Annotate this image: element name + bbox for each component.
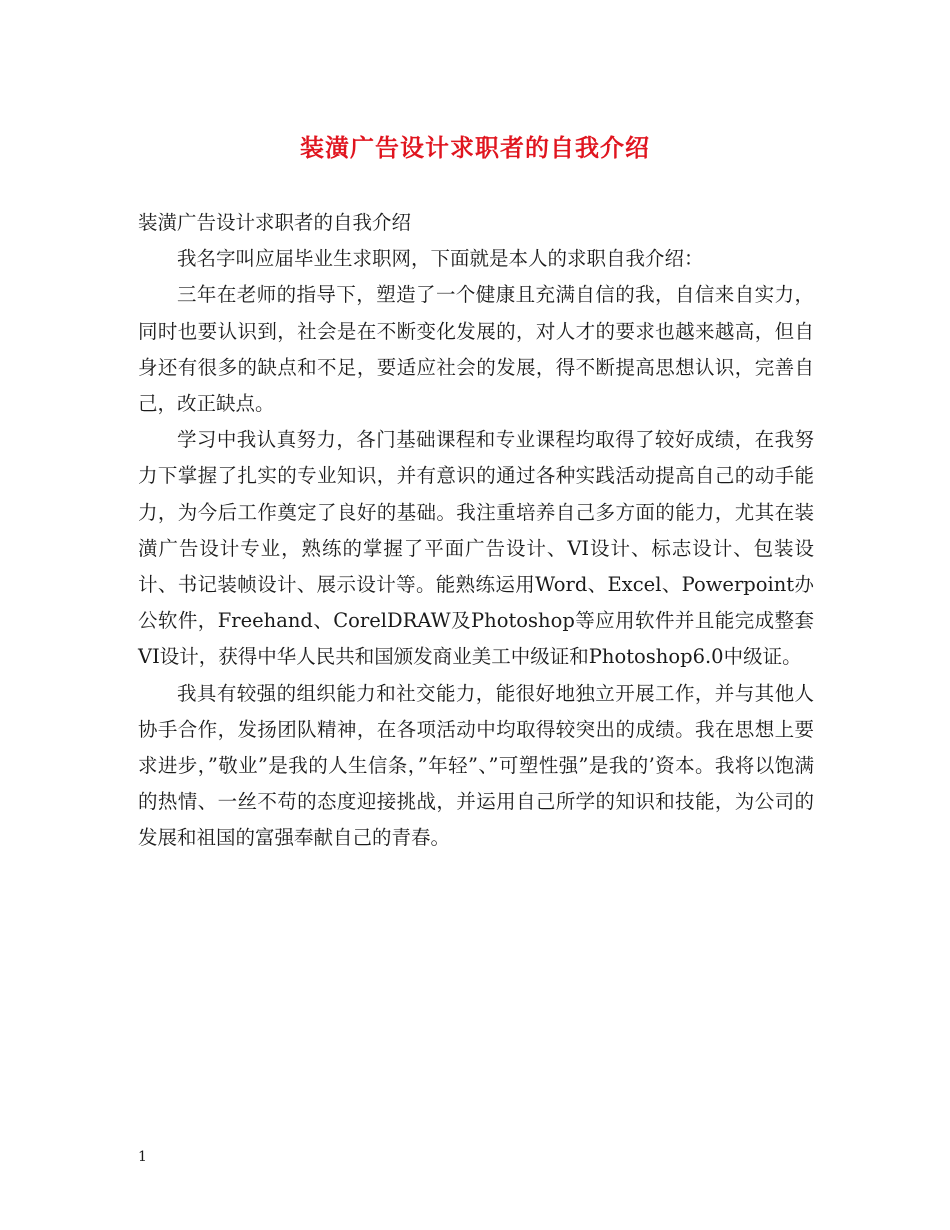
document-title: 装潢广告设计求职者的自我介绍	[300, 133, 650, 162]
page-number: 1	[138, 1149, 147, 1165]
paragraph-study-skills: 学习中我认真努力，各门基础课程和专业课程均取得了较好成绩，在我努力下掌握了扎实的专业知识，并有意识的通过各种实践活动提高自己的动手能力，为今后工作奠定了良好的基础。我注重培养自己多方面的能力，尤其在装潢广告设计专业，熟练的掌握了平面广告设计、VI设计、标志设计、包装设计、书记装帧设计、展示设计等。能熟练运用Word、Excel、Powerpoint办公软件，Freehand、CorelDRAW及Photoshop等应用软件并且能完成整套VI设计，获得中华人民共和国颁发商业美工中级证和Photoshop6.0中级证。	[138, 428, 814, 669]
paragraph-intro: 我名字叫应届毕业生求职网，下面就是本人的求职自我介绍：	[177, 247, 704, 271]
paragraph-self-growth: 三年在老师的指导下，塑造了一个健康且充满自信的我，自信来自实力，同时也要认识到，社会是在不断变化发展的，对人才的要求也越来越高，但自身还有很多的缺点和不足，要适应社会的发展，得不断提高思想认识，完善自己，改正缺点。	[138, 283, 814, 416]
document-subtitle: 装潢广告设计求职者的自我介绍	[138, 211, 412, 234]
document-body	[138, 205, 814, 857]
paragraph-abilities: 我具有较强的组织能力和社交能力，能很好地独立开展工作，并与其他人协手合作，发扬团队精神，在各项活动中均取得较突出的成绩。我在思想上要求进步，”敬业”是我的人生信条，”年轻”、”可塑性强”是我的’资本。我将以饱满的热情、一丝不苟的态度迎接挑战，并运用自己所学的知识和技能，为公司的发展和祖国的富强奉献自己的青春。	[138, 681, 814, 850]
